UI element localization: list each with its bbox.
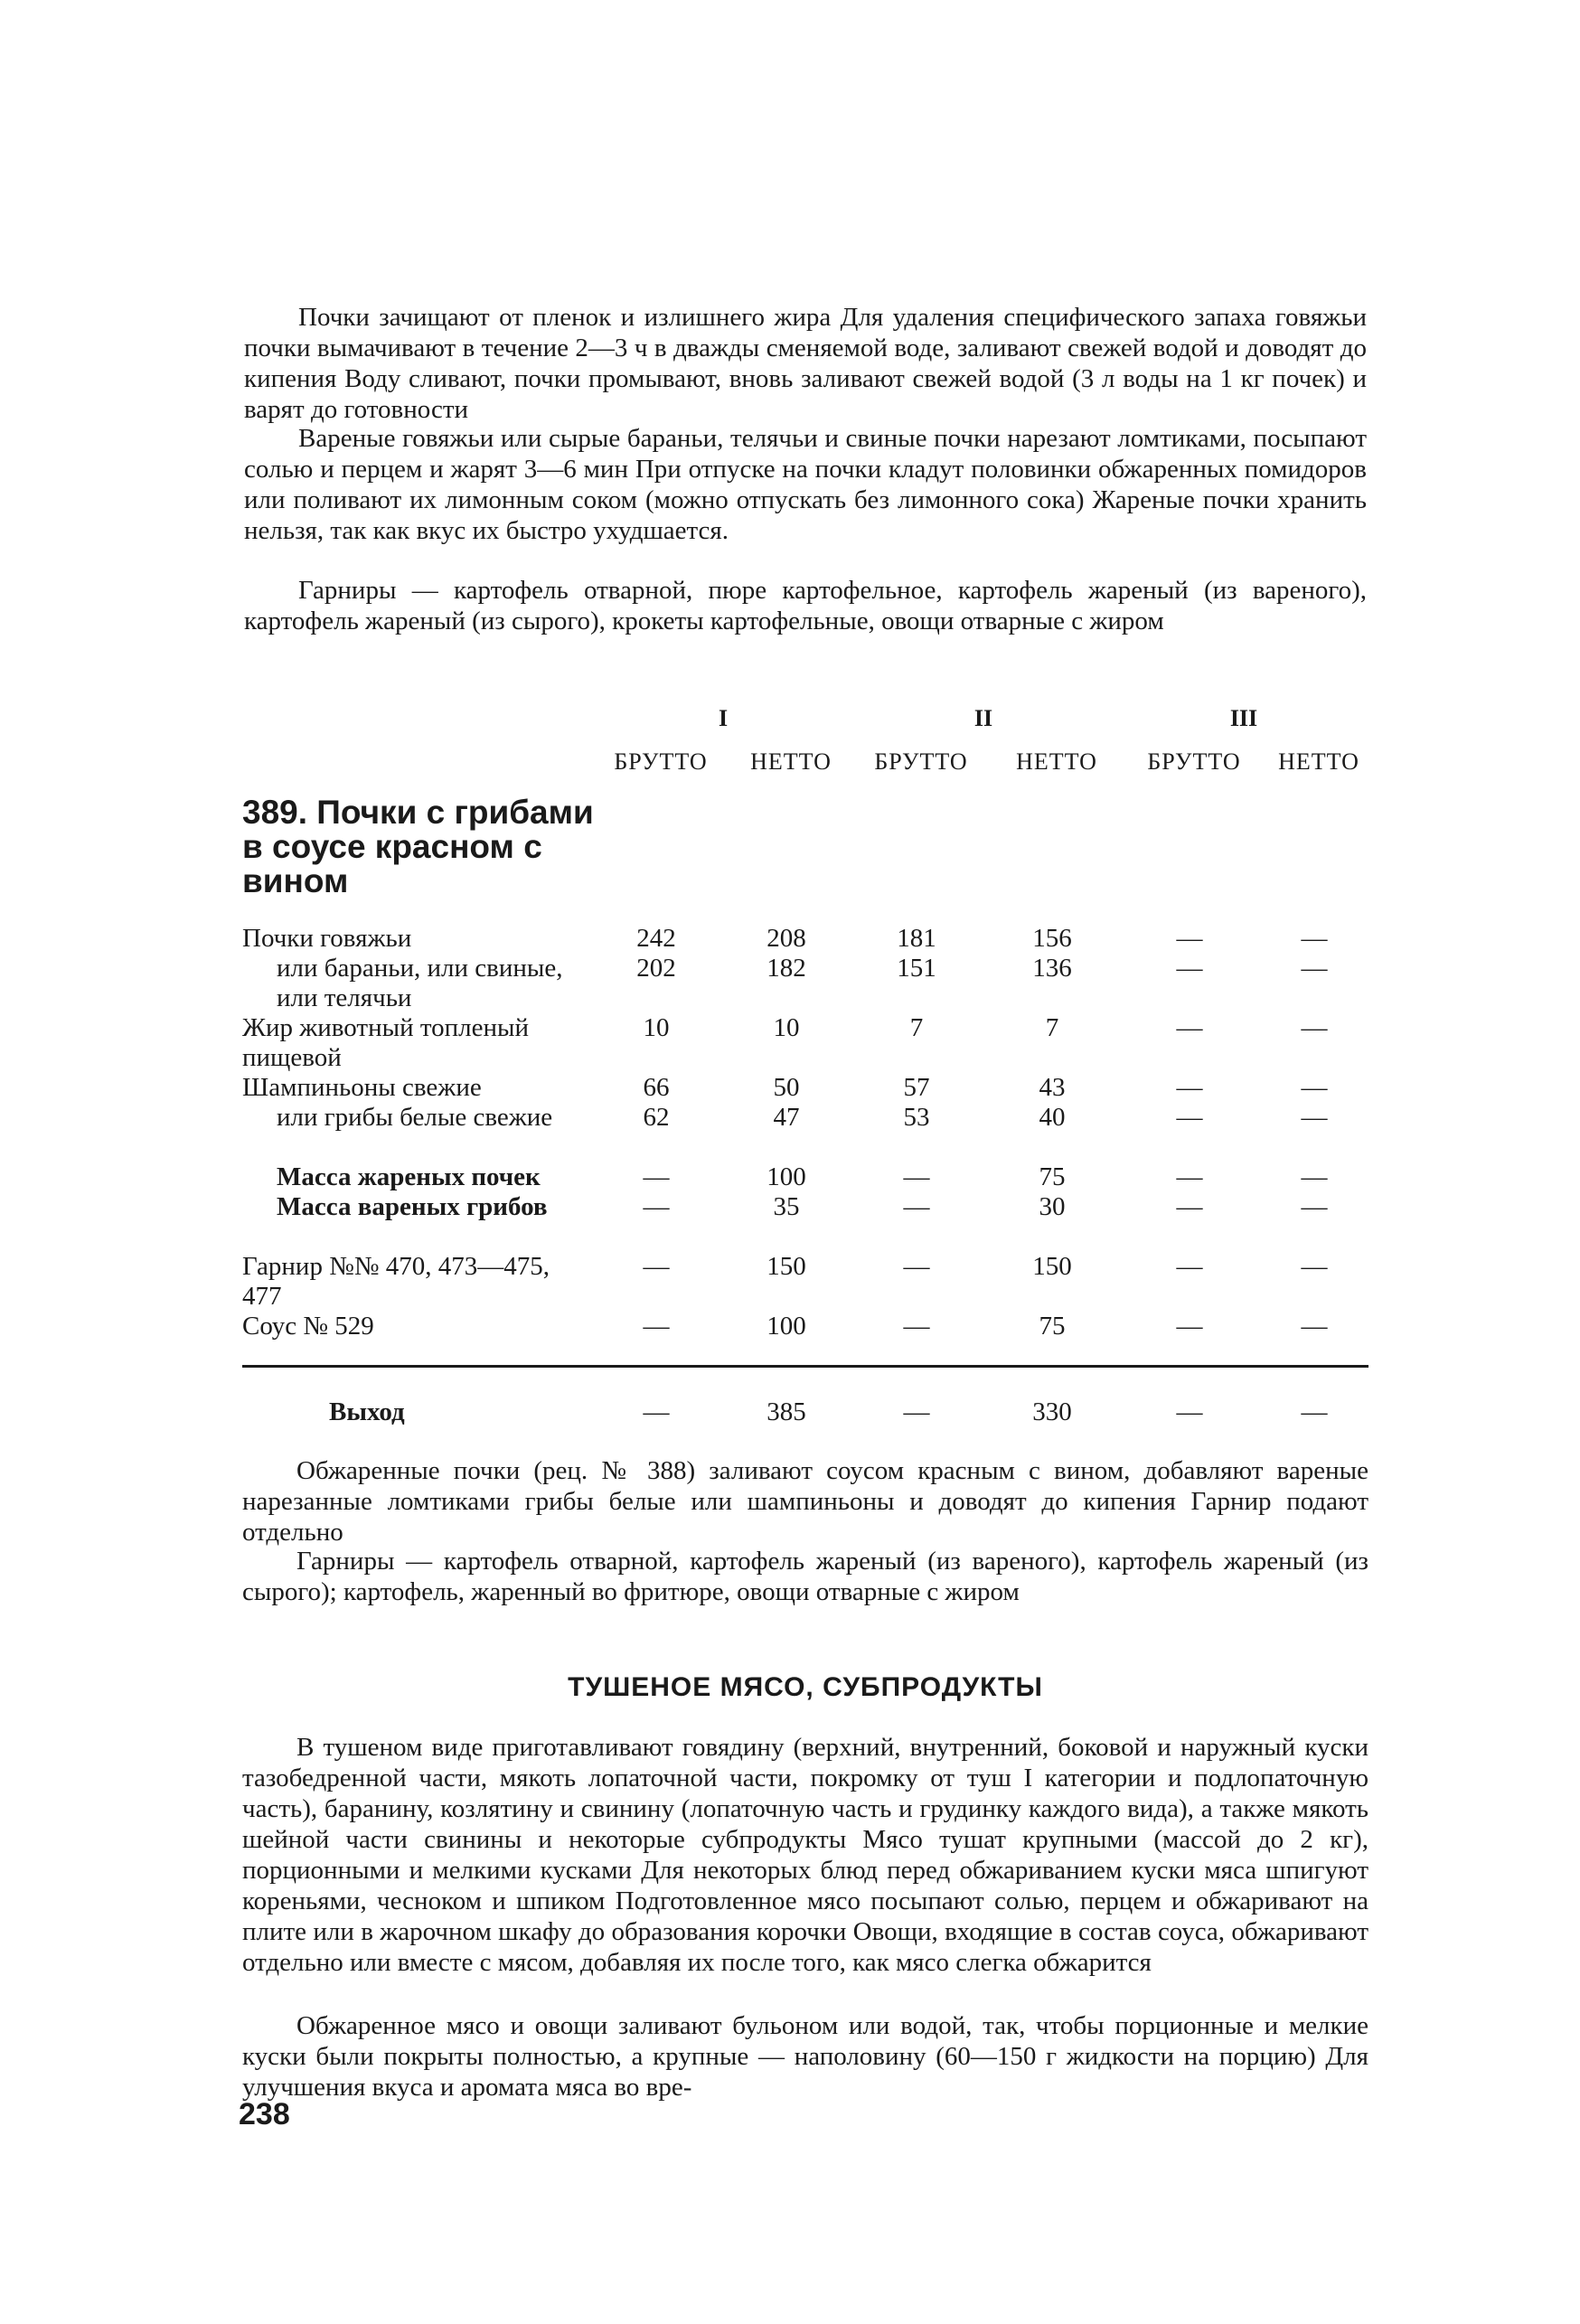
table-row: Шампиньоны свежие 66 50 57 43 — — <box>242 1073 1328 1102</box>
paragraph-recipe-method: Обжаренные почки (рец. № 388) заливают соусом красным с вином, добавляют вареные нарезанные ломтиками грибы белые или шампиньоны и доводят до кипения Гарнир подают отдельно <box>242 1456 1368 1547</box>
paragraph-kidney-frying: Вареные говяжьи или сырые бараньи, телячьи и свиные почки нарезают ломтиками, посыпают солью и перцем и жарят 3—6 мин При отпуске на почки кладут половинки обжаренных помидоров или поливают их лимонным соком (можно отпускать без лимонного сока) Жареные почки хранить нельзя, так как вкус их быстро ухудшается. <box>244 424 1367 545</box>
page-number: 238 <box>239 2097 290 2131</box>
column-group-1: I <box>718 705 729 731</box>
paragraph-stewing-method: Обжаренное мясо и овощи заливают бульоном или водой, так, чтобы порционные и мелкие куски были покрыты полностью, а крупные — наполовину (60—150 г жидкости на порцию) Для улучшения вкуса и аромата мяса во вре- <box>242 2011 1368 2102</box>
book-page: Почки зачищают от пленок и излишнего жира Для удаления специфического запаха говяжьи почки вымачивают в течение 2—3 ч в дважды сменяемой воде, заливают свежей водой и доводят до кипения Воду сливают, почки промывают, вновь заливают свежей водой (3 л воды на 1 кг почек) и варят до готовности Вареные говяжьи или сырые бараньи, телячьи и свиные почки нарезают ломтиками, посыпают солью и перцем и жарят 3—6 мин При отпуске на почки кладут половинки обжаренных помидоров или поливают их лимонным соком (можно отпускать без лимонного сока) Жареные почки хранить нельзя, так как вкус их быстро ухудшается. Гарниры — картофель отварной, пюре картофельное, картофель жареный (из вареного), картофель жареный (из сырого), крокеты картофельные, овощи отварные с жиром I II III БРУТТО НЕТТО БРУТТО НЕТТО БРУТТО НЕТТО 389. Почки с грибами в соусе красном с вином Почки говяжьи 242 208 181 156 — — или бараньи, или свиные, или телячьи 202 182 151 136 — — Жир животный топленый пищевой 10 10 7 7 — — Шампиньоны свежие 66 50 57 43 — — или грибы белые свежие 62 47 53 40 — — Масса жареных почек — 100 — 75 — — Масса вареных грибов — 35 — 30 — — Гарнир №№ 470, 473—475, 477 — 150 — 150 — — Соус № 529 — 100 — 75 — — Выход — 385 — 330 — — Обжаренные почки (рец. № 388) заливают соусом красным с вином, добавляют вареные нарезанные ломтиками грибы белые или шампиньоны и доводят до кипения Гарнир подают отдельно Гарниры — картофель отварной, картофель жареный (из вареного), картофель жареный (из сырого); картофель, жаренный во фритюре, овощи отварные с жиром ТУШЕНОЕ МЯСО, СУБПРОДУКТЫ В тушеном виде приготавливают говядину (верхний, внутренний, боковой и наружный куски тазобедренной части, мякоть лопаточной части, покромку от туш I категории и подлопаточную часть), баранину, козлятину и свинину (лопаточную часть и грудинку каждого вида), а также мякоть шейной части свинины и некоторые субпродукты Мясо тушат крупными (массой до 2 кг), порционными и мелкими кусками Для некоторых блюд перед обжариванием куски мяса шпигуют кореньями, чесноком и шпиком Подготовленное мясо посыпают солью, перцем и обжаривают на плите или в жарочном шкафу до образования корочки Овощи, входящие в состав соуса, обжаривают отдельно или вместе с мясом, добавляя их после того, как мясо слегка обжарится Обжаренное мясо и овощи заливают бульоном или водой, так, чтобы порционные и мелкие куски были покрыты полностью, а крупные — наполовину (60—150 г жидкости на порцию) Для улучшения вкуса и аромата мяса во вре- 238 <box>0 0 1580 2324</box>
table-row: Гарнир №№ 470, 473—475, 477 — 150 — 150 — — <box>242 1252 1328 1311</box>
column-header-netto-2: НЕТТО <box>1016 748 1097 775</box>
table-row: Жир животный топленый пищевой 10 10 7 7 — — <box>242 1013 1328 1072</box>
table-row: Масса вареных грибов — 35 — 30 — — <box>277 1192 1328 1221</box>
table-row: Почки говяжьи 242 208 181 156 — — <box>242 924 1328 953</box>
ingredient-table <box>242 924 1368 1341</box>
section-title: ТУШЕНОЕ МЯСО, СУБПРОДУКТЫ <box>568 1672 1043 1702</box>
paragraph-kidney-prep: Почки зачищают от пленок и излишнего жира Для удаления специфического запаха говяжьи почки вымачивают в течение 2—3 ч в дважды сменяемой воде, заливают свежей водой и доводят до кипения Воду сливают, почки промывают, вновь заливают свежей водой (3 л воды на 1 кг почек) и варят до готовности <box>244 303 1367 424</box>
column-header-brutto-3: БРУТТО <box>1147 748 1241 775</box>
table-row: или грибы белые свежие 62 47 53 40 — — <box>277 1103 1328 1132</box>
paragraph-recipe-garnishes: Гарниры — картофель отварной, картофель жареный (из вареного), картофель жареный (из сырого); картофель, жаренный во фритюре, овощи отварные с жиром <box>242 1547 1368 1606</box>
table-row: Соус № 529 — 100 — 75 — — <box>242 1312 1328 1341</box>
table-divider <box>242 1365 1368 1368</box>
column-header-netto-1: НЕТТО <box>750 748 832 775</box>
column-group-3: III <box>1229 705 1258 731</box>
paragraph-stewing-intro: В тушеном виде приготавливают говядину (верхний, внутренний, боковой и наружный куски тазобедренной части, мякоть лопаточной части, покромку от туш I категории и подлопаточную часть), баранину, козлятину и свинину (лопаточную часть и грудинку каждого вида), а также мякоть шейной части свинины и некоторые субпродукты Мясо тушат крупными (массой до 2 кг), порционными и мелкими кусками Для некоторых блюд перед обжариванием куски мяса шпигуют кореньями, чесноком и шпиком Подготовленное мясо посыпают солью, перцем и обжаривают на плите или в жарочном шкафу до образования корочки Овощи, входящие в состав соуса, обжаривают отдельно или вместе с мясом, добавляя их после того, как мясо слегка обжарится <box>242 1733 1368 1977</box>
column-header-brutto-1: БРУТТО <box>614 748 708 775</box>
recipe-title: 389. Почки с грибами в соусе красном с вином <box>242 794 594 899</box>
table-row: Масса жареных почек — 100 — 75 — — <box>277 1162 1328 1191</box>
column-header-netto-3: НЕТТО <box>1278 748 1359 775</box>
column-header-brutto-2: БРУТТО <box>874 748 968 775</box>
table-row: или бараньи, или свиные, или телячьи 202 182 151 136 — — <box>277 954 1328 1012</box>
paragraph-garnishes: Гарниры — картофель отварной, пюре картофельное, картофель жареный (из вареного), картофель жареный (из сырого), крокеты картофельные, овощи отварные с жиром <box>244 576 1367 635</box>
column-group-2: II <box>973 705 993 731</box>
